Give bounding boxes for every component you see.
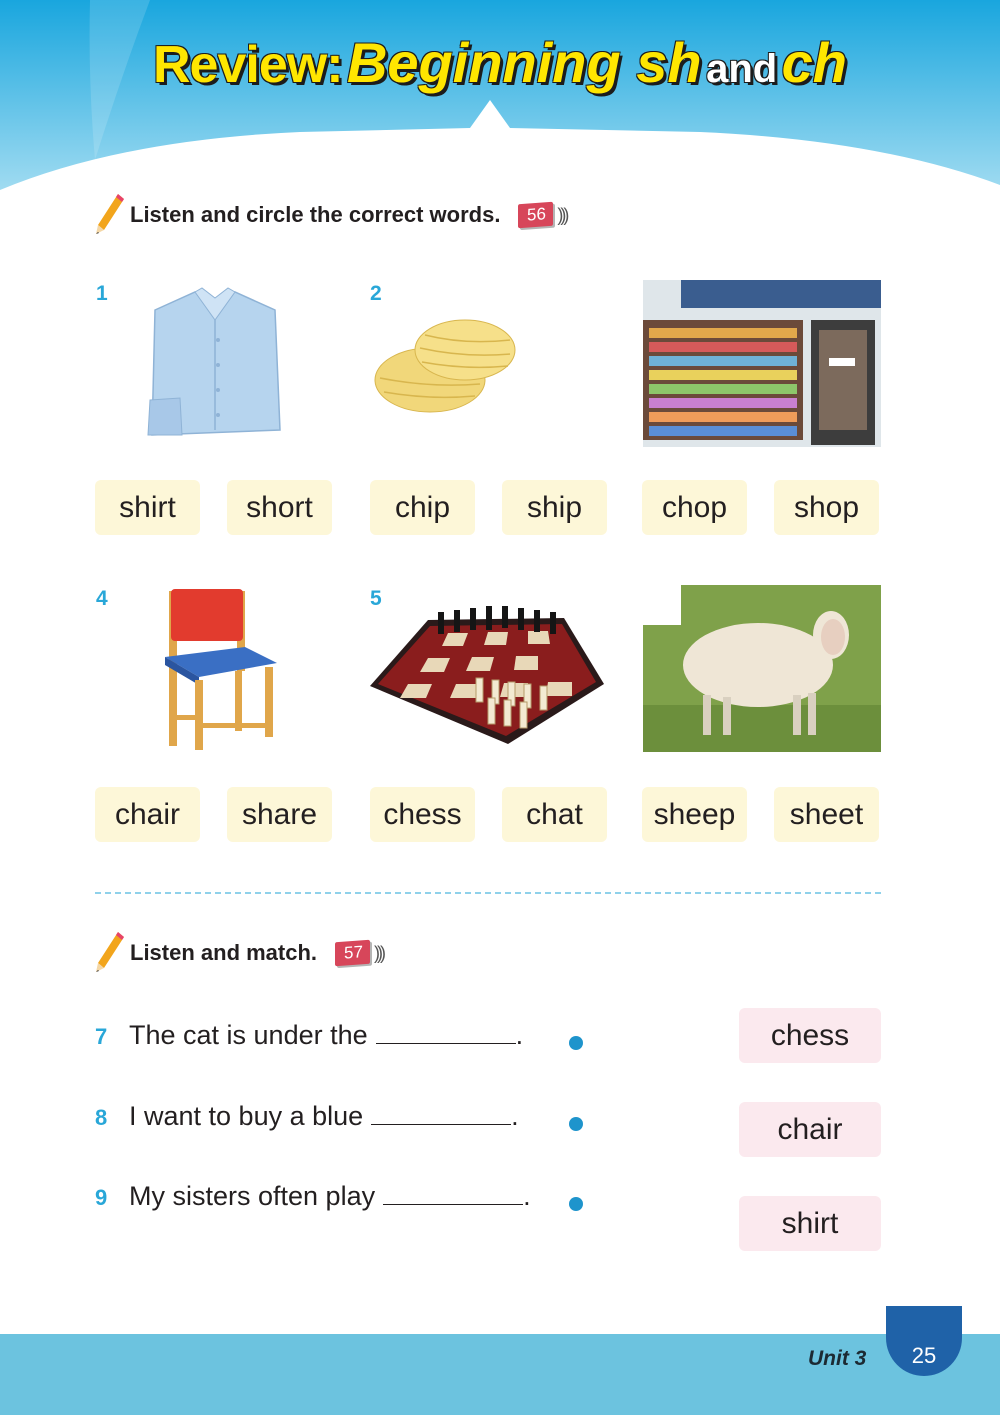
match-choice[interactable]: shirt [739, 1196, 881, 1251]
match-dot[interactable] [569, 1117, 583, 1131]
track-number: 57 [335, 940, 370, 966]
title-and: and [706, 47, 778, 91]
instruction-2 [92, 930, 383, 976]
potato-chips-image [370, 300, 520, 425]
title-review: Review: [152, 36, 343, 94]
chess-board-image [368, 598, 606, 746]
track-number: 56 [518, 202, 553, 228]
word-option[interactable]: shop [774, 480, 879, 535]
page-number: 25 [911, 1343, 937, 1368]
instruction-1 [92, 192, 566, 238]
item-number: 5 [370, 587, 382, 610]
word-option[interactable]: sheet [774, 787, 879, 842]
shirt-image [140, 280, 290, 445]
sentence-8 [95, 1101, 519, 1141]
match-dot[interactable] [569, 1197, 583, 1211]
pencil-icon [92, 192, 126, 238]
sound-icon: ))) [557, 204, 567, 225]
match-dot[interactable] [569, 1036, 583, 1050]
item-number: 2 [370, 282, 382, 305]
sentence-text: I want to buy a blue [129, 1101, 364, 1131]
sentence-number: 9 [95, 1185, 108, 1210]
chair-image [165, 585, 280, 753]
sentence-end: . [511, 1101, 519, 1131]
instruction-2-text: Listen and match. [130, 940, 318, 965]
answer-blank[interactable] [383, 1184, 523, 1205]
section-divider [95, 892, 881, 894]
match-choice[interactable]: chess [739, 1008, 881, 1063]
word-option[interactable]: chip [370, 480, 475, 535]
word-option[interactable]: chess [370, 787, 475, 842]
sentence-text: The cat is under the [129, 1020, 368, 1050]
sheep-image [643, 585, 881, 752]
unit-label: Unit 3 [808, 1347, 867, 1370]
sound-icon: ))) [373, 942, 383, 963]
answer-blank[interactable] [376, 1023, 516, 1044]
sentence-number: 7 [95, 1024, 108, 1049]
sentence-end: . [523, 1181, 531, 1211]
word-option[interactable]: chair [95, 787, 200, 842]
match-choice[interactable]: chair [739, 1102, 881, 1157]
word-option[interactable]: short [227, 480, 332, 535]
pencil-icon [92, 930, 126, 976]
sentence-text: My sisters often play [129, 1181, 376, 1211]
sentence-9 [95, 1181, 531, 1221]
sentence-end: . [515, 1020, 524, 1050]
audio-track-56[interactable] [518, 203, 566, 227]
audio-track-57[interactable] [335, 941, 383, 965]
word-option[interactable]: ship [502, 480, 607, 535]
page-title [0, 30, 1000, 95]
instruction-1-text: Listen and circle the correct words. [130, 202, 501, 227]
item-number: 1 [96, 282, 108, 305]
title-ch: ch [781, 31, 848, 94]
word-option[interactable]: shirt [95, 480, 200, 535]
word-option[interactable]: chat [502, 787, 607, 842]
shop-window-image [643, 280, 881, 447]
word-option[interactable]: chop [642, 480, 747, 535]
sentence-7 [95, 1020, 523, 1060]
word-option[interactable]: sheep [642, 787, 747, 842]
title-beginning-sh: Beginning sh [346, 31, 702, 94]
sentence-number: 8 [95, 1105, 108, 1130]
word-option[interactable]: share [227, 787, 332, 842]
answer-blank[interactable] [371, 1104, 511, 1125]
item-number: 4 [96, 587, 108, 610]
